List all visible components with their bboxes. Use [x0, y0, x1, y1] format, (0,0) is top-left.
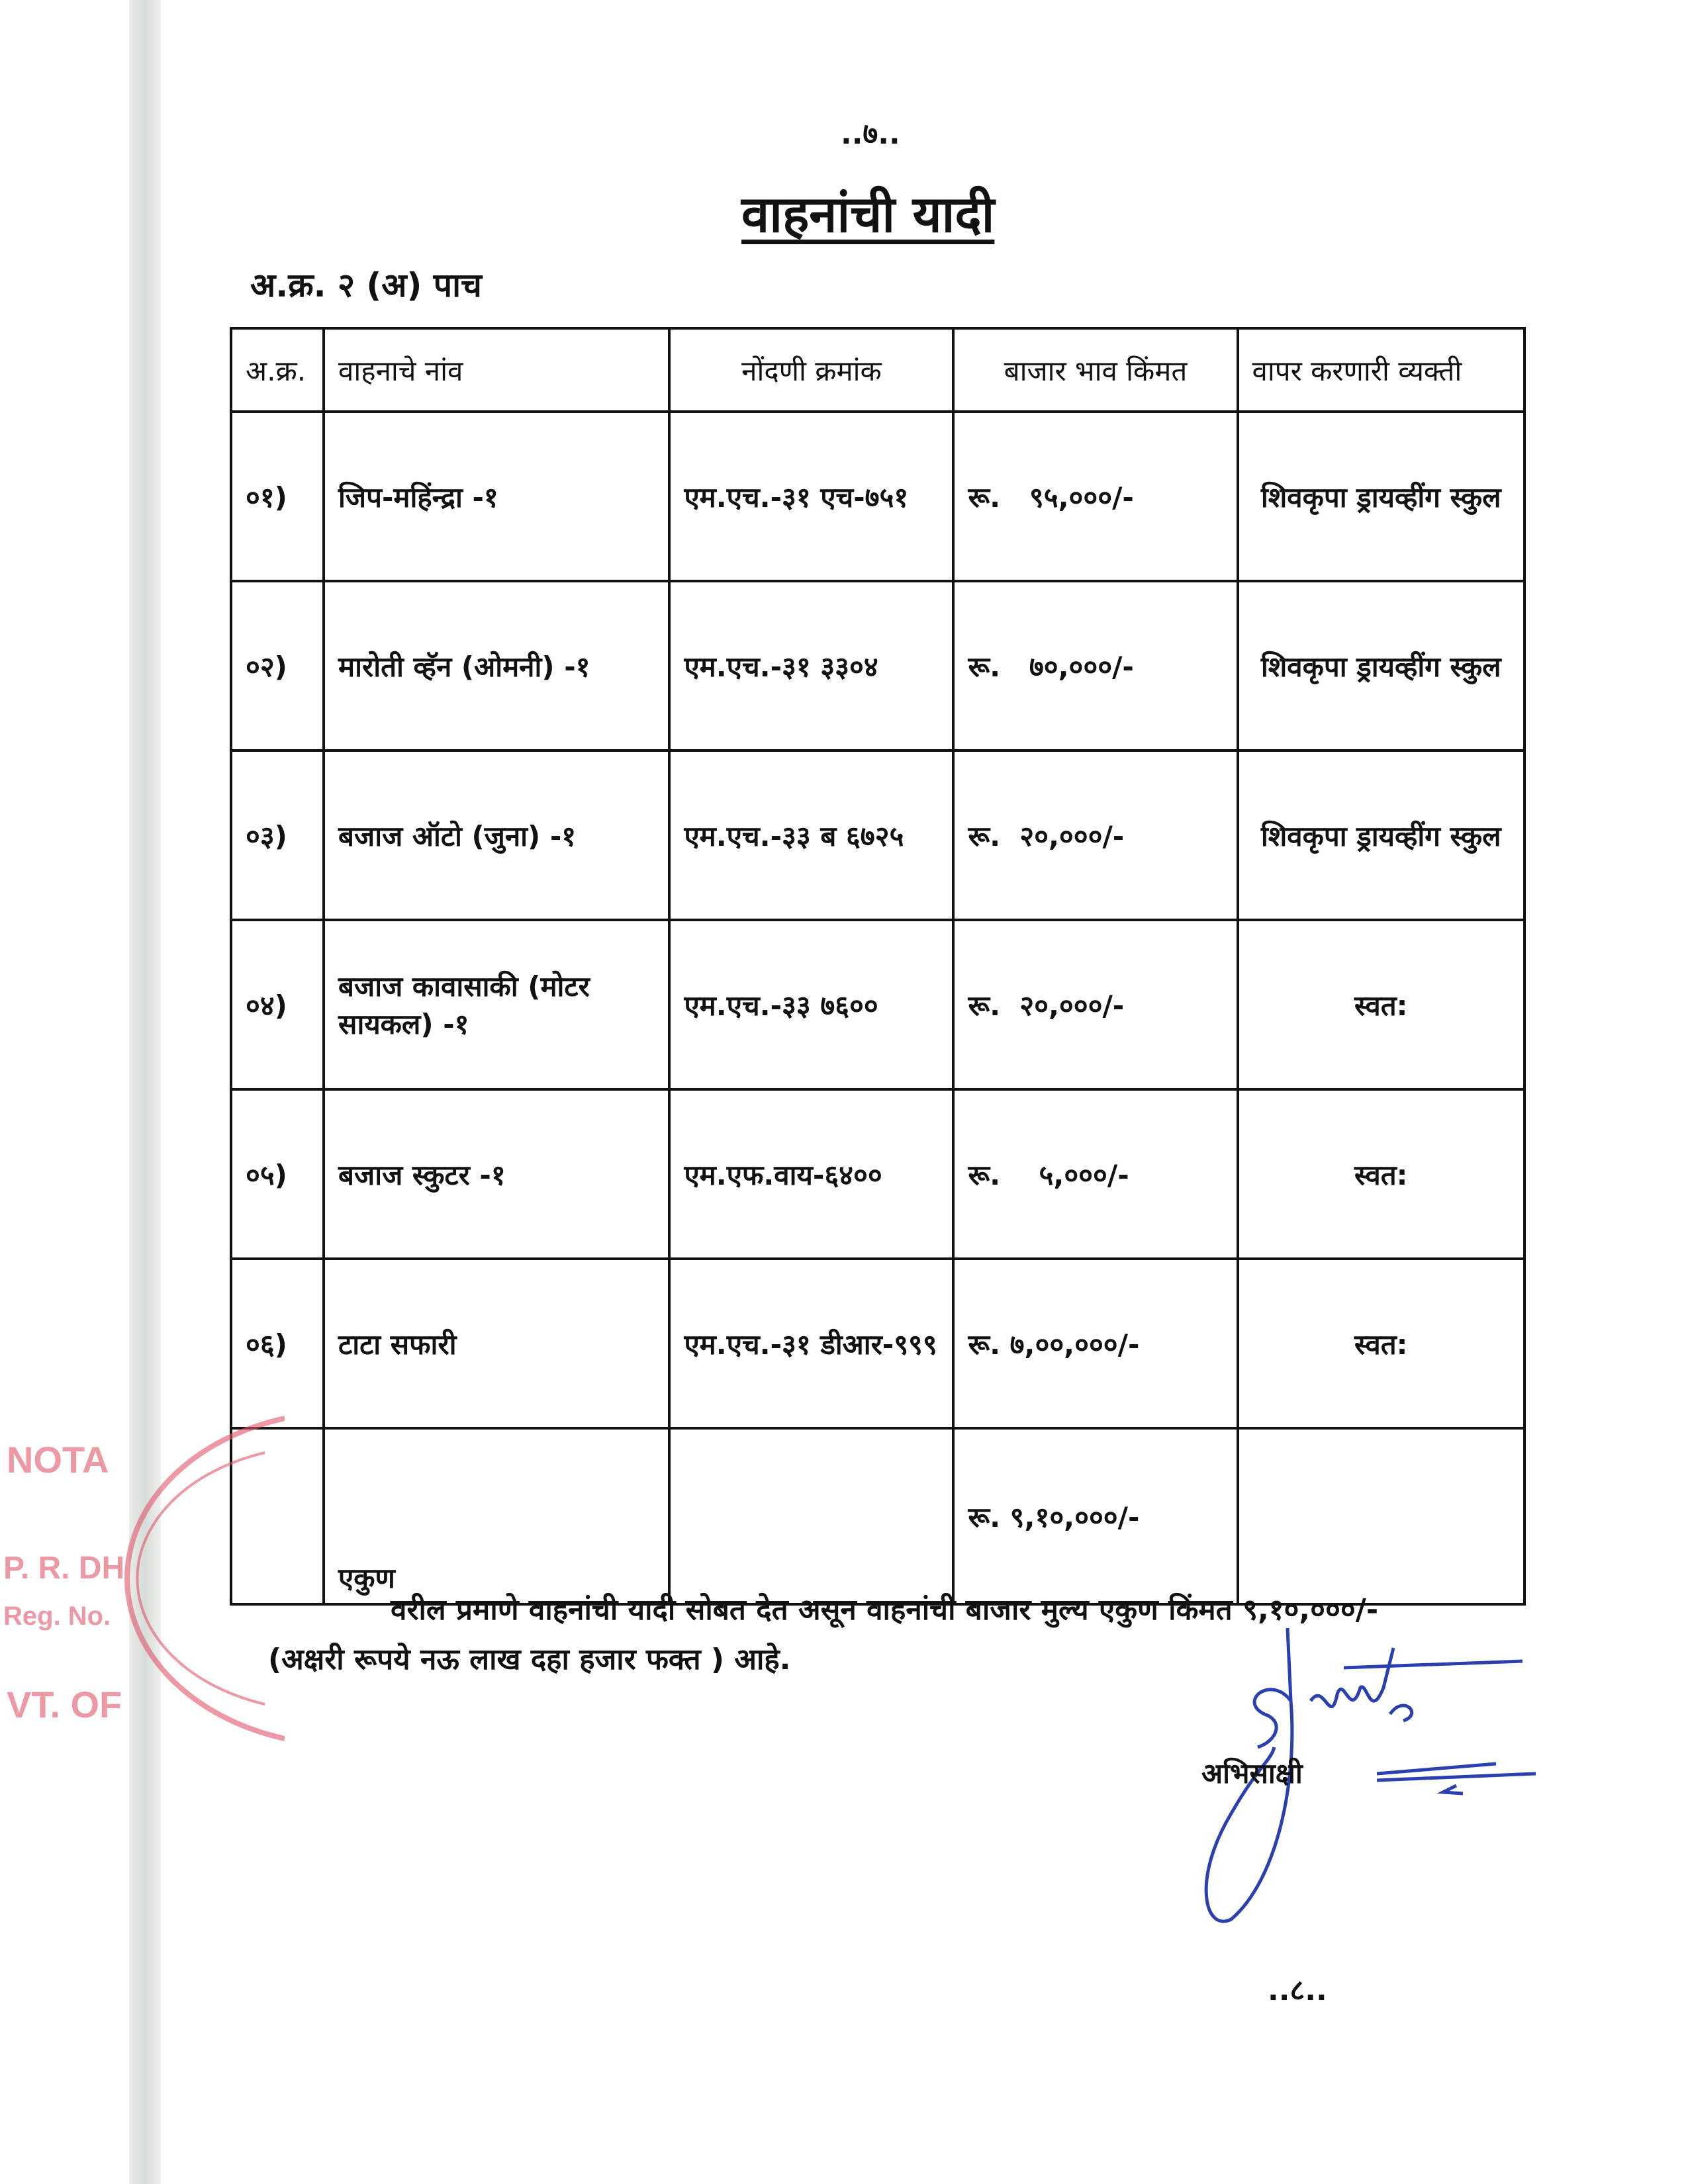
table-row [231, 412, 1524, 581]
table-row [231, 1089, 1524, 1259]
vehicle-user: स्वत: [1238, 1089, 1525, 1259]
vehicle-user: शिवकृपा ड्रायव्हींग स्कुल [1238, 581, 1525, 751]
vehicle-name: मारोती व्हॅन (ओमनी) -१ [324, 581, 669, 751]
table-header-row [231, 328, 1524, 412]
vehicle-name: टाटा सफारी [324, 1259, 669, 1428]
page-title: वाहनांची यादी [741, 185, 995, 244]
svg-text:NOTA: NOTA [7, 1439, 109, 1480]
total-user [1238, 1428, 1525, 1604]
vehicle-name: जिप-महिंन्द्रा -१ [324, 412, 669, 581]
registration-number: एम.एच.-३१ एच-७५१ [669, 412, 953, 581]
market-value: रू. २०,०००/- [953, 920, 1237, 1089]
total-registration [669, 1428, 953, 1604]
header-user: वापर करणारी व्यक्ती [1238, 328, 1525, 412]
header-market-value: बाजार भाव किंमत [953, 328, 1237, 412]
header-registration: नोंदणी क्रमांक [669, 328, 953, 412]
total-label: एकुण [324, 1428, 669, 1604]
summary-line-1: वरील प्रमाणे वाहनांची यादी सोबत देत असून वाहनांची बाजार मुल्य एकुण किंमत ९,१०,०००/- [391, 1593, 1379, 1627]
vehicle-name: बजाज ऑटो (जुना) -१ [324, 751, 669, 920]
registration-number: एम.एफ.वाय-६४०० [669, 1089, 953, 1259]
svg-text:Reg. No.: Reg. No. [3, 1602, 111, 1631]
scan-edge-shadow [129, 0, 161, 2184]
section-subtitle: अ.क्र. २ (अ) पाच [250, 266, 482, 304]
table-row [231, 751, 1524, 920]
row-serial: ०५) [231, 1089, 324, 1259]
market-value: रू. ९५,०००/- [953, 412, 1237, 581]
row-serial: ०२) [231, 581, 324, 751]
row-serial: ०१) [231, 412, 324, 581]
vehicle-user: स्वत: [1238, 920, 1525, 1089]
table-row [231, 920, 1524, 1089]
total-row [231, 1428, 1524, 1604]
vehicle-table [230, 327, 1526, 1606]
header-serial: अ.क्र. [231, 328, 324, 412]
market-value: रू. ५,०००/- [953, 1089, 1237, 1259]
market-value: रू. २०,०००/- [953, 751, 1237, 920]
total-price: रू. ९,१०,०००/- [953, 1428, 1237, 1604]
page-marker-bottom: ..८.. [1268, 1974, 1327, 2007]
summary-line-2: (अक्षरी रूपये नऊ लाख दहा हजार फक्त ) आहे. [268, 1643, 791, 1676]
registration-number: एम.एच.-३१ डीआर-९९९ [669, 1259, 953, 1428]
table-row [231, 1259, 1524, 1428]
svg-text:P. R. DH: P. R. DH [3, 1551, 125, 1586]
vehicle-user: स्वत: [1238, 1259, 1525, 1428]
market-value: रू. ७०,०००/- [953, 581, 1237, 751]
svg-text:VT. OF: VT. OF [7, 1684, 122, 1725]
row-serial: ०६) [231, 1259, 324, 1428]
market-value: रू. ७,००,०००/- [953, 1259, 1237, 1428]
vehicle-user: शिवकृपा ड्रायव्हींग स्कुल [1238, 412, 1525, 581]
row-serial: ०४) [231, 920, 324, 1089]
notary-stamp-icon [0, 1406, 285, 1751]
page-marker-top: ..७.. [841, 117, 900, 151]
row-serial: ०३) [231, 751, 324, 920]
registration-number: एम.एच.-३३ ७६०० [669, 920, 953, 1089]
notary-stamp [0, 1406, 285, 1751]
header-vehicle-name: वाहनाचे नांव [324, 328, 669, 412]
vehicle-name: बजाज स्कुटर -१ [324, 1089, 669, 1259]
registration-number: एम.एच.-३१ ३३०४ [669, 581, 953, 751]
vehicle-user: शिवकृपा ड्रायव्हींग स्कुल [1238, 751, 1525, 920]
vehicle-name: बजाज कावासाकी (मोटर सायकल) -१ [324, 920, 669, 1089]
signatory-label: अभिसाक्षी [1201, 1757, 1303, 1790]
registration-number: एम.एच.-३३ ब ६७२५ [669, 751, 953, 920]
table-row [231, 581, 1524, 751]
